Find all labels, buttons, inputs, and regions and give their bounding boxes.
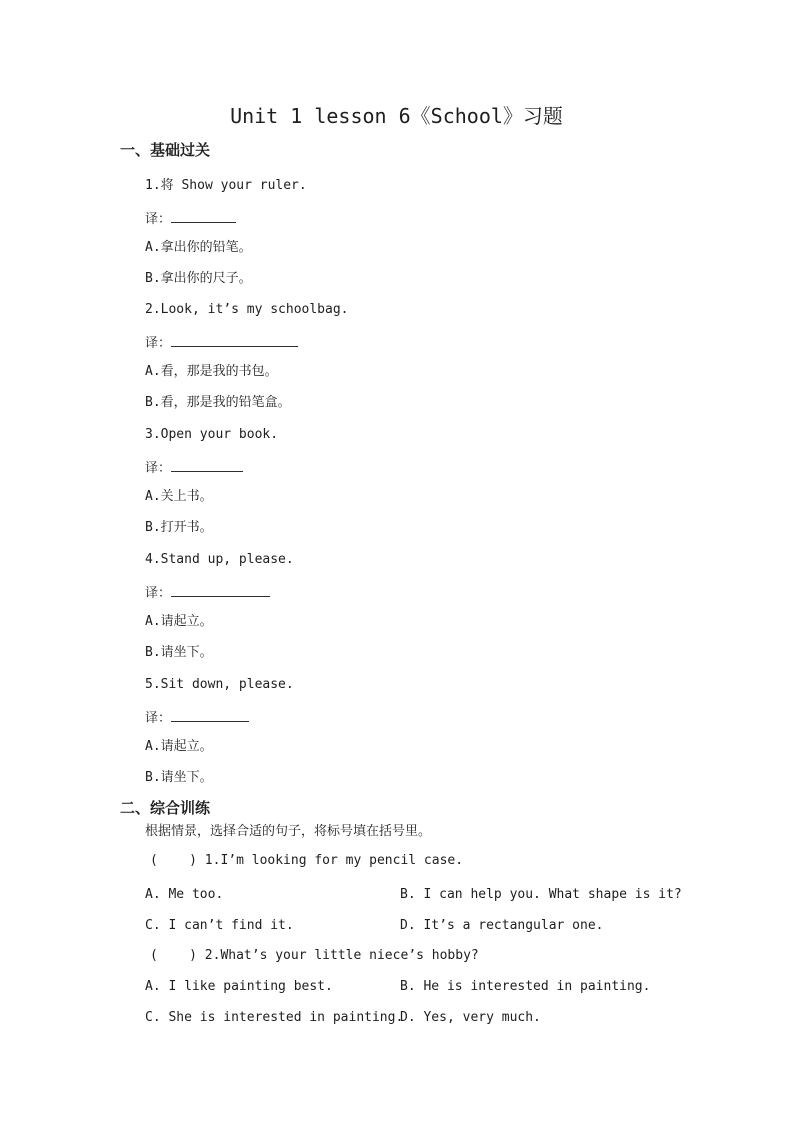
item2-option-a: A.看，那是我的书包。 <box>145 364 278 379</box>
q2-option-d: D. Yes, very much. <box>400 1010 541 1025</box>
item5-option-a: A.请起立。 <box>145 739 213 754</box>
section2-instruction: 根据情景，选择合适的句子，将标号填在括号里。 <box>145 824 432 839</box>
item2-answer-blank <box>171 332 298 347</box>
item2-option-b: B.看，那是我的铅笔盒。 <box>145 395 291 410</box>
item2-translate-line <box>145 332 298 352</box>
item5-option-b: B.请坐下。 <box>145 770 213 785</box>
item4-sentence: 4.Stand up, please. <box>145 552 294 567</box>
item4-translate-label: 译： <box>145 586 172 601</box>
item4-option-b: B.请坐下。 <box>145 645 213 660</box>
page-title: Unit 1 lesson 6《School》习题 <box>230 104 563 128</box>
item5-translate-label: 译： <box>145 711 172 726</box>
item1-translate-line <box>145 208 236 228</box>
item2-sentence: 2.Look, it’s my schoolbag. <box>145 302 349 317</box>
item5-sentence: 5.Sit down, please. <box>145 677 294 692</box>
item3-answer-blank <box>171 457 243 472</box>
item3-sentence: 3.Open your book. <box>145 427 279 442</box>
item3-translate-line <box>145 457 243 477</box>
item3-option-a: A.关上书。 <box>145 489 213 504</box>
item4-translate-line <box>145 582 270 602</box>
q1-option-d: D. It’s a rectangular one. <box>400 918 604 933</box>
item1-sentence: 1.将 Show your ruler. <box>145 178 307 193</box>
item5-translate-line <box>145 707 249 727</box>
q2-option-c: C. She is interested in painting. <box>145 1010 404 1025</box>
q1-option-a: A. Me too. <box>145 887 224 902</box>
item3-option-b: B.打开书。 <box>145 520 213 535</box>
q1-option-c: C. I can’t find it. <box>145 918 294 933</box>
item1-option-a: A.拿出你的铅笔。 <box>145 240 252 255</box>
section2-heading: 二、综合训练 <box>120 799 211 817</box>
item4-answer-blank <box>171 582 270 597</box>
item1-translate-label: 译： <box>145 212 172 227</box>
item4-option-a: A.请起立。 <box>145 614 213 629</box>
item3-translate-label: 译： <box>145 461 172 476</box>
item1-option-b: B.拿出你的尺子。 <box>145 271 252 286</box>
item1-answer-blank <box>171 208 236 223</box>
q1-option-b: B. I can help you. What shape is it? <box>400 887 682 902</box>
q1-prompt: ( ) 1.I’m looking for my pencil case. <box>150 853 464 868</box>
item5-answer-blank <box>171 707 249 722</box>
q2-option-a: A. I like painting best. <box>145 979 333 994</box>
q2-option-b: B. He is interested in painting. <box>400 979 651 994</box>
item2-translate-label: 译： <box>145 336 172 351</box>
q2-prompt: ( ) 2.What’s your little niece’s hobby? <box>150 948 479 963</box>
section1-heading: 一、基础过关 <box>120 141 211 159</box>
